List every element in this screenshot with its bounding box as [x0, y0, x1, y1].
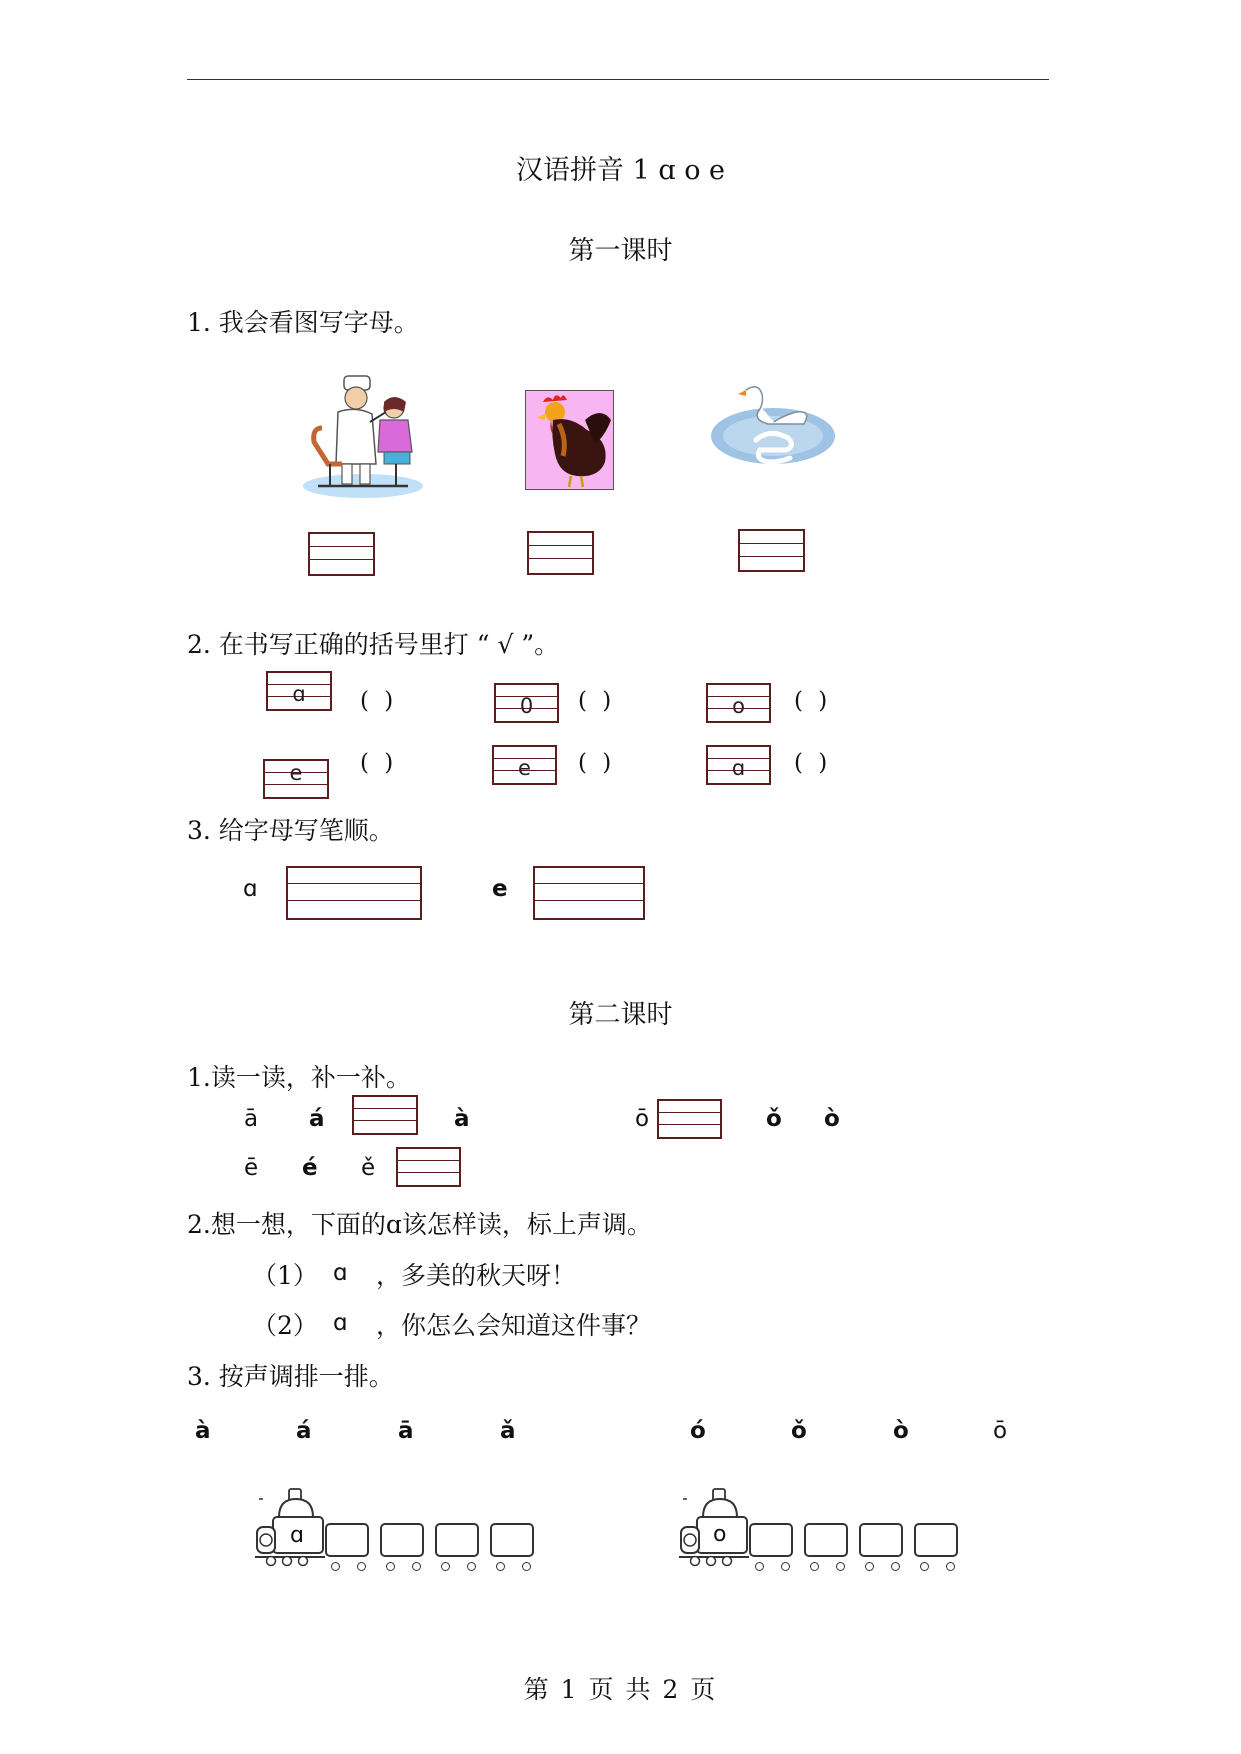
- letter-grid: [706, 745, 771, 785]
- lesson1-heading: 第一课时: [568, 236, 673, 266]
- item1-number: （1）: [252, 1261, 318, 1290]
- tone-letter: ǒ: [766, 1106, 782, 1132]
- tone-letter: ō: [635, 1106, 650, 1132]
- tone-letter: é: [302, 1155, 318, 1181]
- swan-picture-icon: [708, 380, 838, 470]
- answer-parentheses[interactable]: ( ): [360, 750, 398, 776]
- train-wheel: [522, 1562, 531, 1571]
- letter-grid: [492, 745, 557, 785]
- tone-letter: ō: [993, 1418, 1008, 1444]
- fill-in-grid[interactable]: [657, 1099, 722, 1139]
- tone-letter: ò: [824, 1106, 840, 1132]
- grid-letter: e: [289, 761, 303, 785]
- lesson1-q1-prompt: 1. 我会看图写字母。: [187, 308, 419, 337]
- tone-letter: ē: [244, 1155, 259, 1181]
- answer-parentheses[interactable]: ( ): [578, 688, 616, 714]
- train-wheel: [496, 1562, 505, 1571]
- train-wheel: [412, 1562, 421, 1571]
- answer-parentheses[interactable]: ( ): [578, 750, 616, 776]
- tone-letter: á: [296, 1418, 312, 1444]
- item1-sentence: ，多美的秋天呀！: [376, 1261, 577, 1290]
- letter-grid: [494, 683, 559, 723]
- tone-letter: ǎ: [500, 1418, 516, 1444]
- train-car-box[interactable]: [435, 1523, 479, 1557]
- stroke-letter-a: ɑ: [243, 876, 258, 902]
- grid-letter: e: [518, 756, 531, 780]
- train-wheel: [810, 1562, 819, 1571]
- train-wheel: [946, 1562, 955, 1571]
- header-rule: [187, 79, 1049, 80]
- train-engine-letter: o: [713, 1522, 727, 1547]
- fill-in-grid[interactable]: [396, 1147, 461, 1187]
- train-a: [253, 1485, 543, 1575]
- fill-in-grid[interactable]: [352, 1095, 418, 1135]
- lesson2-heading: 第二课时: [568, 1000, 673, 1030]
- train-car-box[interactable]: [490, 1523, 534, 1557]
- train-car-box[interactable]: [325, 1523, 369, 1557]
- tone-letter: ó: [690, 1418, 706, 1444]
- letter-grid: [263, 759, 329, 799]
- item2-sentence: ，你怎么会知道这件事？: [376, 1311, 652, 1340]
- lesson1-q3-prompt: 3. 给字母写笔顺。: [187, 816, 394, 845]
- lesson2-q3-prompt: 3. 按声调排一排。: [187, 1362, 394, 1391]
- tone-letter: à: [454, 1106, 470, 1132]
- train-wheel: [755, 1562, 764, 1571]
- page-footer: 第 1 页 共 2 页: [523, 1675, 718, 1704]
- lesson1-q2-prompt: 2. 在书写正确的括号里打 “ √ ”。: [187, 630, 560, 659]
- train-car-box[interactable]: [804, 1523, 848, 1557]
- train-wheel: [357, 1562, 366, 1571]
- grid-letter: o: [732, 694, 745, 718]
- train-car-box[interactable]: [914, 1523, 958, 1557]
- train-wheel: [467, 1562, 476, 1571]
- stroke-letter-e: e: [492, 876, 508, 902]
- letter-grid: [706, 683, 771, 723]
- train-car-box[interactable]: [749, 1523, 793, 1557]
- grid-letter: 0: [519, 694, 534, 718]
- train-wheel: [331, 1562, 340, 1571]
- stroke-order-grid[interactable]: [286, 866, 422, 920]
- answer-parentheses[interactable]: ( ): [360, 688, 398, 714]
- train-wheel: [781, 1562, 790, 1571]
- grid-letter: ɑ: [731, 756, 746, 780]
- train-wheel: [891, 1562, 900, 1571]
- train-o: [677, 1485, 967, 1575]
- item2-number: （2）: [252, 1311, 318, 1340]
- grid-letter: ɑ: [292, 682, 306, 706]
- train-wheel: [920, 1562, 929, 1571]
- lesson2-q2-prompt: 2.想一想，下面的ɑ该怎样读，标上声调。: [187, 1210, 652, 1239]
- train-car-box[interactable]: [380, 1523, 424, 1557]
- train-wheel: [836, 1562, 845, 1571]
- tone-letter: ǒ: [791, 1418, 807, 1444]
- dentist-picture-icon: [300, 368, 426, 500]
- train-wheel: [441, 1562, 450, 1571]
- tone-letter: à: [195, 1418, 211, 1444]
- lesson2-q1-prompt: 1.读一读，补一补。: [187, 1063, 411, 1092]
- writing-grid[interactable]: [527, 531, 594, 575]
- letter-grid: [266, 671, 332, 711]
- tone-letter: ò: [893, 1418, 909, 1444]
- train-car-box[interactable]: [859, 1523, 903, 1557]
- answer-parentheses[interactable]: ( ): [794, 750, 832, 776]
- tone-letter: ā: [244, 1106, 259, 1132]
- item2-letter[interactable]: ɑ: [333, 1310, 348, 1336]
- train-wheel: [865, 1562, 874, 1571]
- rooster-picture-icon: [525, 390, 614, 490]
- item1-letter[interactable]: ɑ: [333, 1260, 348, 1286]
- tone-letter: á: [309, 1106, 325, 1132]
- tone-letter: ě: [361, 1155, 376, 1181]
- stroke-order-grid[interactable]: [533, 866, 645, 920]
- answer-parentheses[interactable]: ( ): [794, 688, 832, 714]
- worksheet-title: 汉语拼音 1 ɑ o e: [515, 155, 726, 186]
- tone-letter: ā: [398, 1418, 414, 1444]
- writing-grid[interactable]: [738, 529, 805, 572]
- train-engine-letter: ɑ: [290, 1523, 304, 1548]
- writing-grid[interactable]: [308, 532, 375, 576]
- train-wheel: [386, 1562, 395, 1571]
